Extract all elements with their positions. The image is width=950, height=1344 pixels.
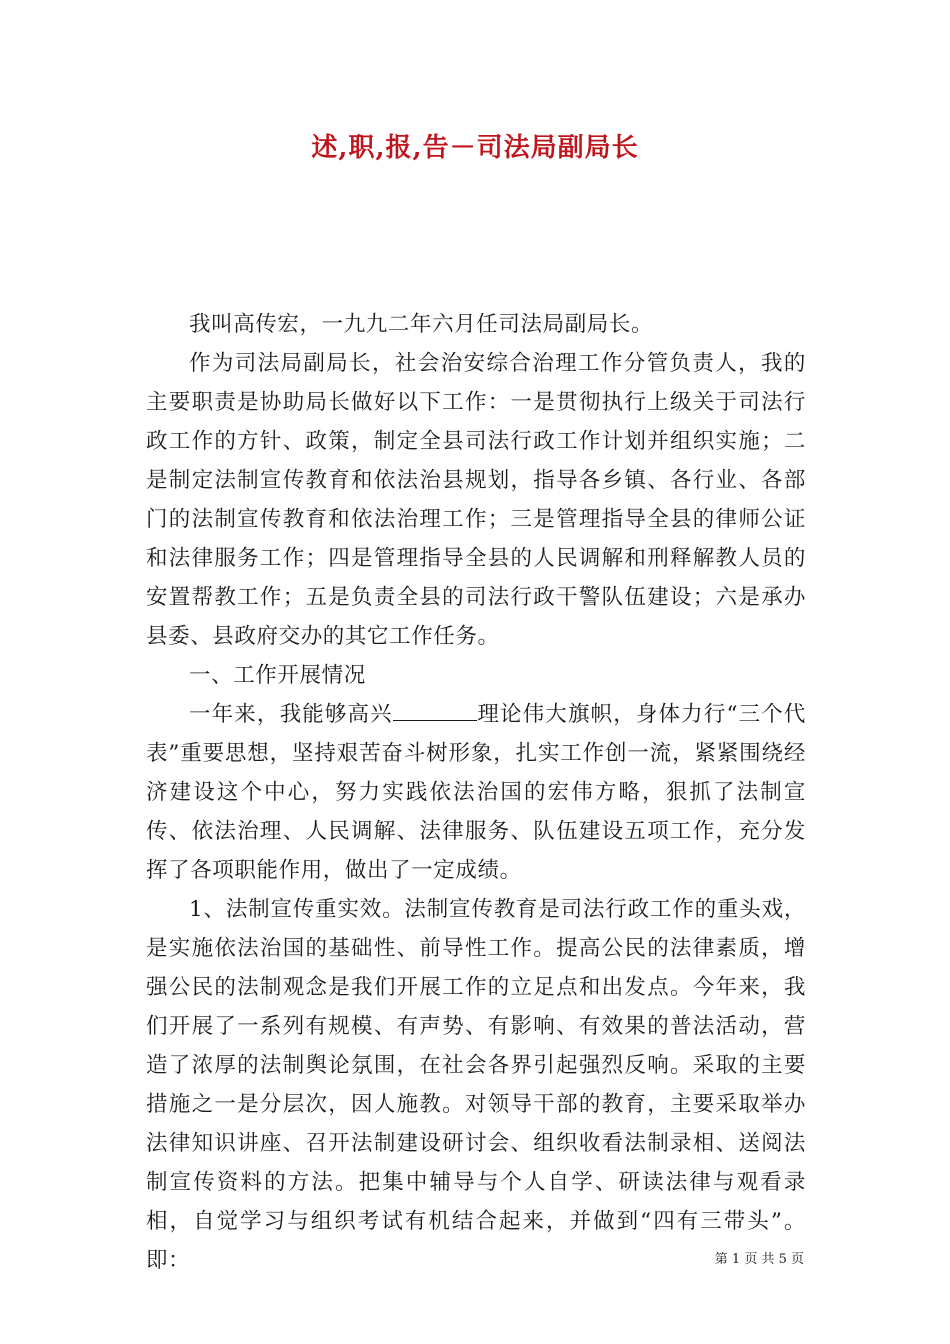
fill-in-blank — [393, 698, 477, 721]
paragraph-4 — [146, 695, 806, 890]
paragraph-5: 1、法制宣传重实效。法制宣传教育是司法行政工作的重头戏，是实施依法治国的基础性、前导性工作。提高公民的法律素质，增强公民的法制观念是我们开展工作的立足点和出发点。今年来，我们开展了一系列有规模、有声势、有影响、有效果的普法活动，营造了浓厚的法制舆论氛围，在社会各界引起强烈反响。采取的主要措施之一是分层次，因人施教。对领导干部的教育，主要采取举办法律知识讲座、召开法制建设研讨会、组织收看法制录相、送阅法制宣传资料的方法。把集中辅导与个人自学、研读法律与观看录相，自觉学习与组织考试有机结合起来，并做到“四有三带头”。即： — [146, 897, 806, 1273]
paragraph-1: 我叫高传宏，一九九二年六月任司法局副局长。 — [189, 312, 654, 337]
document-body — [146, 305, 806, 1280]
document-title: 述,职,报,告－司法局副局长 — [311, 133, 639, 163]
page-number: 第 1 页 共 5 页 — [714, 1252, 804, 1267]
paragraph-4-rest: 理论伟大旗帜，身体力行“三个代表”重要思想，坚持艰苦奋斗树形象，扎实工作创一流，紧紧围绕经济建设这个中心，努力实践依法治国的宏伟方略，狠抓了法制宣传、依法治理、人民调解、法律服务、队伍建设五项工作，充分发挥了各项职能作用，做出了一定成绩。 — [146, 702, 806, 883]
section-heading: 一、工作开展情况 — [189, 663, 366, 688]
paragraph-2: 作为司法局副局长，社会治安综合治理工作分管负责人，我的主要职责是协助局长做好以下工作：一是贯彻执行上级关于司法行政工作的方针、政策，制定全县司法行政工作计划并组织实施；二是制定法制宣传教育和依法治县规划，指导各乡镇、各行业、各部门的法制宣传教育和依法治理工作；三是管理指导全县的律师公证和法律服务工作；四是管理指导全县的人民调解和刑释解教人员的安置帮教工作；五是负责全县的司法行政干警队伍建设；六是承办县委、县政府交办的其它工作任务。 — [146, 351, 806, 649]
paragraph-4-start: 一年来，我能够高兴 — [189, 702, 393, 727]
